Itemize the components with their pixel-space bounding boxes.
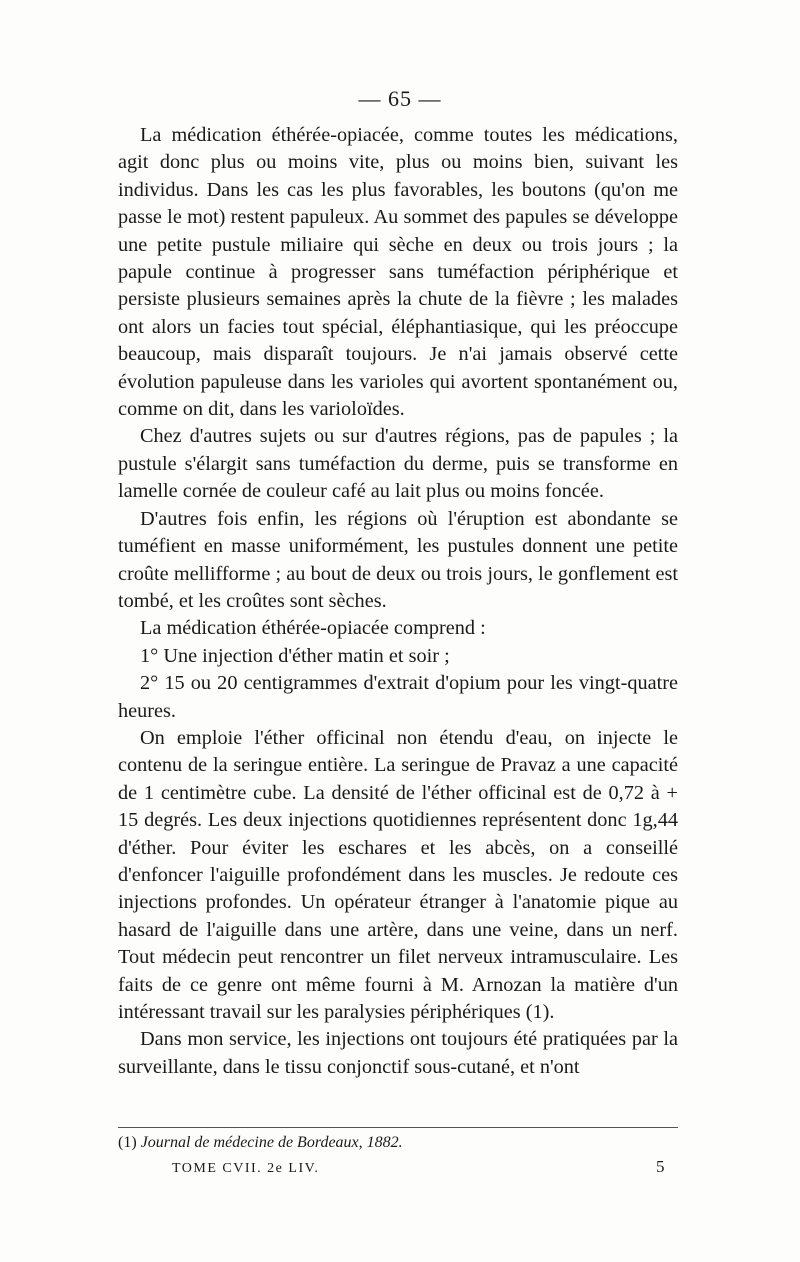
- paragraph: La médication éthérée-opiacée comprend :: [140, 617, 486, 640]
- footnote-text: Journal de médecine de Bordeaux, 1882.: [140, 1134, 403, 1151]
- paragraph: La médication éthérée-opiacée, comme toutes les médications, agit donc plus ou moins vite, plus ou moins bien, suivant les individus. Dans les cas les plus favorables, les boutons (qu'on me passe le mot) restent papuleux. Au sommet des papules se développe une petite pustule miliaire qui sèche en deux ou trois jours ; la papule continue à progresser sans tuméfaction périphérique et persiste plusieurs semaines après la chute de la fièvre ; les malades ont alors un facies tout spécial, éléphantiasique, qui les préoccupe beaucoup, mais disparaît toujours. Je n'ai jamais observé cette évolution papuleuse dans les varioles qui avortent spontanément ou, comme on dit, dans les varioloïdes.: [118, 124, 678, 421]
- paragraph: Dans mon service, les injections ont toujours été pratiquées par la surveillante, dans le tissu conjonctif sous-cutané, et n'ont: [118, 1028, 678, 1078]
- list-item: 2° 15 ou 20 centigrammes d'extrait d'opium pour les vingt-quatre heures.: [118, 672, 678, 722]
- signature-mark: TOME CVII. 2e LIV.: [172, 1161, 320, 1176]
- body-text: [118, 122, 678, 1081]
- footnote-number: (1): [118, 1134, 137, 1151]
- paragraph: Chez d'autres sujets ou sur d'autres régions, pas de papules ; la pustule s'élargit sans tuméfaction du derme, puis se transforme en lamelle cornée de couleur café au lait plus ou moins foncée.: [118, 425, 678, 503]
- paragraph: D'autres fois enfin, les régions où l'éruption est abondante se tuméfient en masse uniformément, les pustules donnent une petite croûte mellifforme ; au bout de deux ou trois jours, le gonflement est tombé, et les croûtes sont sèches.: [118, 507, 678, 612]
- footnote: [118, 1133, 678, 1153]
- footnote-rule: [118, 1127, 678, 1128]
- list-item: 1° Une injection d'éther matin et soir ;: [140, 644, 450, 667]
- signature-number: 5: [656, 1157, 665, 1176]
- paragraph: On emploie l'éther officinal non étendu d'eau, on injecte le contenu de la seringue entière. La seringue de Pravaz a une capacité de 1 centimètre cube. La densité de l'éther officinal est de 0,72 à + 15 degrés. Les deux injections quotidiennes représentent donc 1g,44 d'éther. Pour éviter les eschares et les abcès, on a conseillé d'enfoncer l'aiguille profondément dans les muscles. Je redoute ces injections profondes. Un opérateur étranger à l'anatomie pique au hasard de l'aiguille dans une artère, dans une veine, dans un nerf. Tout médecin peut rencontrer un filet nerveux intramusculaire. Les faits de ce genre ont même fourni à M. Arnozan la matière d'un intéressant travail sur les paralysies périphériques (1).: [118, 726, 678, 1023]
- page-number: — 65 —: [358, 86, 442, 111]
